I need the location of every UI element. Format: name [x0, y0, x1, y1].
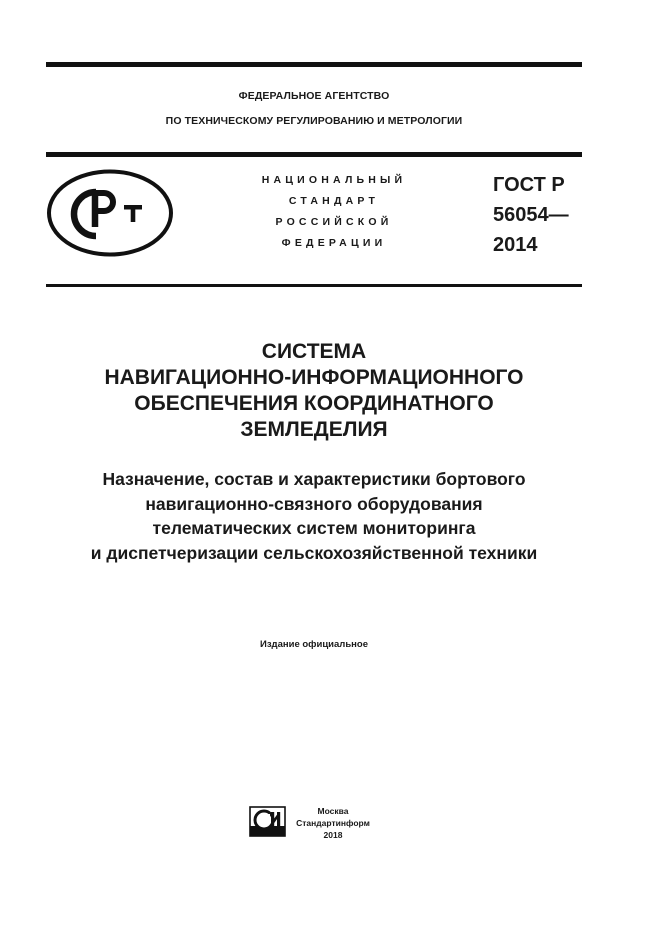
- title-line: ЗЕМЛЕДЕЛИЯ: [240, 418, 388, 441]
- designation-line: ГОСТ Р: [493, 174, 565, 196]
- standard-designation: [493, 170, 569, 260]
- standartinform-logo: [249, 806, 286, 837]
- imprint-city: Москва: [317, 806, 349, 816]
- title-line: НАВИГАЦИОННО-ИНФОРМАЦИОННОГО: [104, 366, 524, 389]
- edition-note: Издание официальное: [260, 639, 368, 650]
- agency-name-line1: ФЕДЕРАЛЬНОЕ АГЕНТСТВО: [238, 90, 390, 102]
- imprint: [293, 805, 373, 841]
- national-standard-label: [234, 170, 434, 254]
- document-title: [46, 339, 582, 443]
- subtitle-line: и диспетчеризации сельскохозяйственной техники: [90, 542, 538, 563]
- title-line: СИСТЕМА: [261, 340, 367, 363]
- imprint-publisher: Стандартинформ: [296, 818, 370, 828]
- section-rule: [46, 284, 582, 287]
- header-rule: [46, 152, 582, 157]
- subtitle-line: навигационно-связного оборудования: [145, 493, 483, 514]
- rst-certification-logo: [46, 169, 174, 257]
- designation-line: 2014: [493, 234, 538, 256]
- subtitle-line: Назначение, состав и характеристики бортового: [102, 469, 526, 489]
- standard-type-line: СТАНДАРТ: [288, 195, 380, 207]
- document-subtitle: [46, 467, 582, 565]
- top-rule: [46, 62, 582, 67]
- standard-type-line: НАЦИОНАЛЬНЫЙ: [261, 174, 407, 186]
- imprint-year: 2018: [323, 830, 343, 840]
- title-line: ОБЕСПЕЧЕНИЯ КООРДИНАТНОГО: [134, 392, 494, 415]
- standard-type-line: РОССИЙСКОЙ: [275, 216, 393, 228]
- standard-type-line: ФЕДЕРАЦИИ: [281, 237, 387, 249]
- agency-name-line2: ПО ТЕХНИЧЕСКОМУ РЕГУЛИРОВАНИЮ И МЕТРОЛОГИИ: [165, 115, 463, 127]
- designation-line: 56054—: [493, 204, 569, 226]
- subtitle-line: телематических систем мониторинга: [152, 518, 476, 538]
